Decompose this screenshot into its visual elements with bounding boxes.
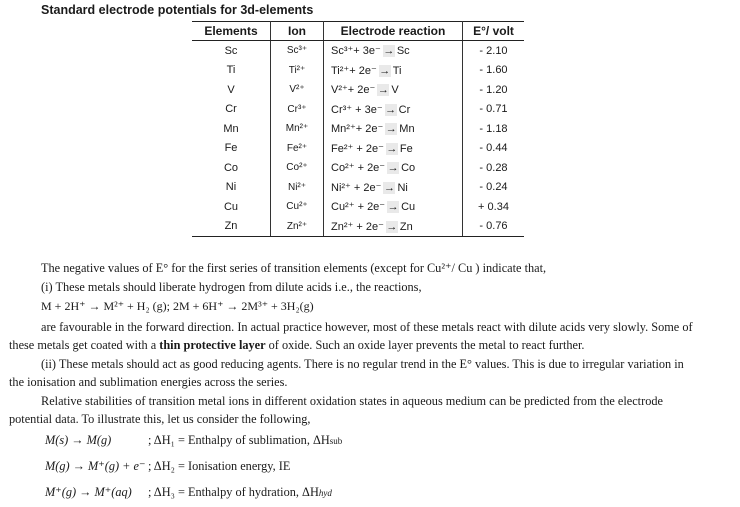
cell-element: Co [192, 158, 271, 178]
text-segment: these metals get coated with a [9, 338, 160, 352]
equation-rhs: ; ΔH₂ = Ionisation energy, IE [148, 459, 291, 473]
equation-lhs: M(s) → M(g) [45, 433, 112, 447]
text-segment: of oxide. Such an oxide layer prevents the metal to react further. [265, 338, 585, 352]
reaction-lhs: Cr³⁺ + 3e⁻ [331, 103, 383, 116]
table-row [192, 158, 524, 178]
equation-lhs: M(g) → M⁺(g) + e⁻ [45, 459, 146, 473]
arrow-icon: → [387, 162, 399, 175]
cell-ion: V²⁺ [271, 80, 324, 100]
cell-ion: Sc³⁺ [271, 41, 324, 61]
cell-electrode-reaction [324, 100, 463, 120]
cell-ion: Cr³⁺ [271, 100, 324, 120]
cell-element: Sc [192, 41, 271, 61]
table-row [192, 61, 524, 81]
table-row [192, 80, 524, 100]
col-header-elements: Elements [192, 22, 271, 41]
cell-ion: Ti²⁺ [271, 61, 324, 81]
subscript-sub: sub [329, 436, 343, 446]
cell-ion: Zn²⁺ [271, 217, 324, 237]
reaction-rhs: Fe [399, 142, 413, 155]
table-row [192, 41, 524, 61]
cell-potential: + 0.34 [478, 200, 509, 213]
cell-electrode-reaction [324, 139, 463, 159]
equation-sublimation [45, 433, 343, 448]
reaction-lhs: Sc³⁺+ 3e⁻ [331, 45, 381, 58]
reaction-rhs: Ti [392, 64, 402, 77]
equation-ionisation [45, 459, 291, 474]
paragraph-ionisation: the ionisation and sublimation energies across the series. [9, 375, 288, 389]
reaction-rhs: Co [401, 162, 416, 175]
table-row [192, 197, 524, 217]
cell-potential: - 0.71 [479, 103, 508, 116]
cell-electrode-reaction [324, 217, 463, 237]
cell-potential: - 0.28 [479, 161, 508, 174]
arrow-icon: → [387, 201, 399, 214]
col-header-potential: E°/ volt [463, 22, 525, 41]
cell-element: Cr [192, 100, 271, 120]
arrow-icon: → [386, 142, 398, 155]
cell-potential: - 0.44 [479, 142, 508, 155]
cell-element: V [192, 80, 271, 100]
cell-potential: - 2.10 [479, 44, 508, 57]
table-row [192, 119, 524, 139]
cell-element: Ni [192, 178, 271, 198]
reaction-rhs: Cu [401, 201, 416, 214]
reaction-lhs: Mn²⁺+ 2e⁻ [331, 123, 384, 136]
subscript-hyd: hyd [318, 488, 332, 498]
cell-potential: - 1.60 [479, 64, 508, 77]
cell-ion: Fe²⁺ [271, 139, 324, 159]
reaction-rhs: V [391, 84, 399, 97]
reaction-equation: M + 2H⁺ → M²⁺ + H₂ (g); 2M + 6H⁺ → 2M³⁺ + 3H₂(g) [41, 299, 314, 313]
reaction-rhs: Mn [399, 123, 415, 136]
reaction-rhs: Ni [397, 181, 408, 194]
equation-rhs [148, 433, 342, 448]
arrow-icon: → [386, 220, 398, 233]
bold-term: thin protective layer [159, 338, 266, 352]
reaction-rhs: Cr [398, 103, 411, 116]
arrow-icon: → [383, 45, 395, 58]
reaction-lhs: Ti²⁺+ 2e⁻ [331, 64, 377, 77]
table-row [192, 178, 524, 198]
cell-ion: Cu²⁺ [271, 197, 324, 217]
cell-potential: - 0.24 [479, 181, 508, 194]
arrow-icon: → [383, 181, 395, 194]
paragraph-point-ii: (ii) These metals should act as good reducing agents. There is no regular trend in the E° values. This is due to irregular variation in [41, 357, 684, 371]
cell-ion: Co²⁺ [271, 158, 324, 178]
cell-element: Zn [192, 217, 271, 237]
paragraph-favourable: are favourable in the forward direction. In actual practice however, most of these metals react with dilute acids very slowly. Some of [41, 320, 693, 334]
equation-hydration [45, 485, 332, 500]
cell-element: Mn [192, 119, 271, 139]
reaction-lhs: Cu²⁺ + 2e⁻ [331, 201, 386, 214]
cell-electrode-reaction [324, 178, 463, 198]
cell-electrode-reaction [324, 80, 463, 100]
cell-electrode-reaction [324, 119, 463, 139]
electrode-potential-table [192, 21, 524, 237]
cell-electrode-reaction [324, 197, 463, 217]
paragraph-point-i: (i) These metals should liberate hydrogen from dilute acids i.e., the reactions, [41, 280, 422, 294]
reaction-lhs: V²⁺+ 2e⁻ [331, 84, 376, 97]
col-header-reaction: Electrode reaction [324, 22, 463, 41]
reaction-lhs: Ni²⁺ + 2e⁻ [331, 181, 382, 194]
cell-element: Ti [192, 61, 271, 81]
cell-potential: - 1.20 [479, 83, 508, 96]
cell-potential: - 1.18 [479, 122, 508, 135]
reaction-lhs: Fe²⁺ + 2e⁻ [331, 142, 384, 155]
reaction-rhs: Zn [399, 220, 413, 233]
cell-ion: Mn²⁺ [271, 119, 324, 139]
cell-potential: - 0.76 [463, 217, 525, 237]
table-header-row [192, 22, 524, 41]
paragraph-relative-stabilities: Relative stabilities of transition metal ions in different oxidation states in aqueous medium can be predicted from the electrode [41, 394, 663, 408]
cell-electrode-reaction [324, 41, 463, 61]
equation-rhs-text: ; ΔH₃ = Enthalpy of hydration, ΔH [148, 485, 319, 499]
reaction-rhs: Sc [396, 45, 410, 58]
cell-element: Cu [192, 197, 271, 217]
table-row [192, 100, 524, 120]
table-row [192, 139, 524, 159]
cell-element: Fe [192, 139, 271, 159]
reaction-lhs: Zn²⁺ + 2e⁻ [331, 220, 384, 233]
reaction-lhs: Co²⁺ + 2e⁻ [331, 162, 386, 175]
section-title: Standard electrode potentials for 3d-elements [41, 3, 314, 17]
paragraph-negative-values: The negative values of E° for the first series of transition elements (except for Cu²⁺/ Cu ) indicate that, [41, 261, 547, 275]
arrow-icon: → [379, 64, 391, 77]
cell-ion: Ni²⁺ [271, 178, 324, 198]
arrow-icon: → [385, 103, 397, 116]
equation-rhs-text: ; ΔH₁ = Enthalpy of sublimation, ΔH [148, 433, 330, 447]
arrow-icon: → [385, 123, 397, 136]
paragraph-protective-layer [9, 338, 585, 353]
arrow-icon: → [377, 84, 389, 97]
paragraph-illustrate: potential data. To illustrate this, let us consider the following, [9, 412, 311, 426]
cell-electrode-reaction [324, 158, 463, 178]
equation-rhs [148, 485, 332, 500]
equation-lhs: M⁺(g) → M⁺(aq) [45, 485, 132, 499]
table-row [192, 217, 524, 237]
cell-electrode-reaction [324, 61, 463, 81]
col-header-ion: Ion [271, 22, 324, 41]
